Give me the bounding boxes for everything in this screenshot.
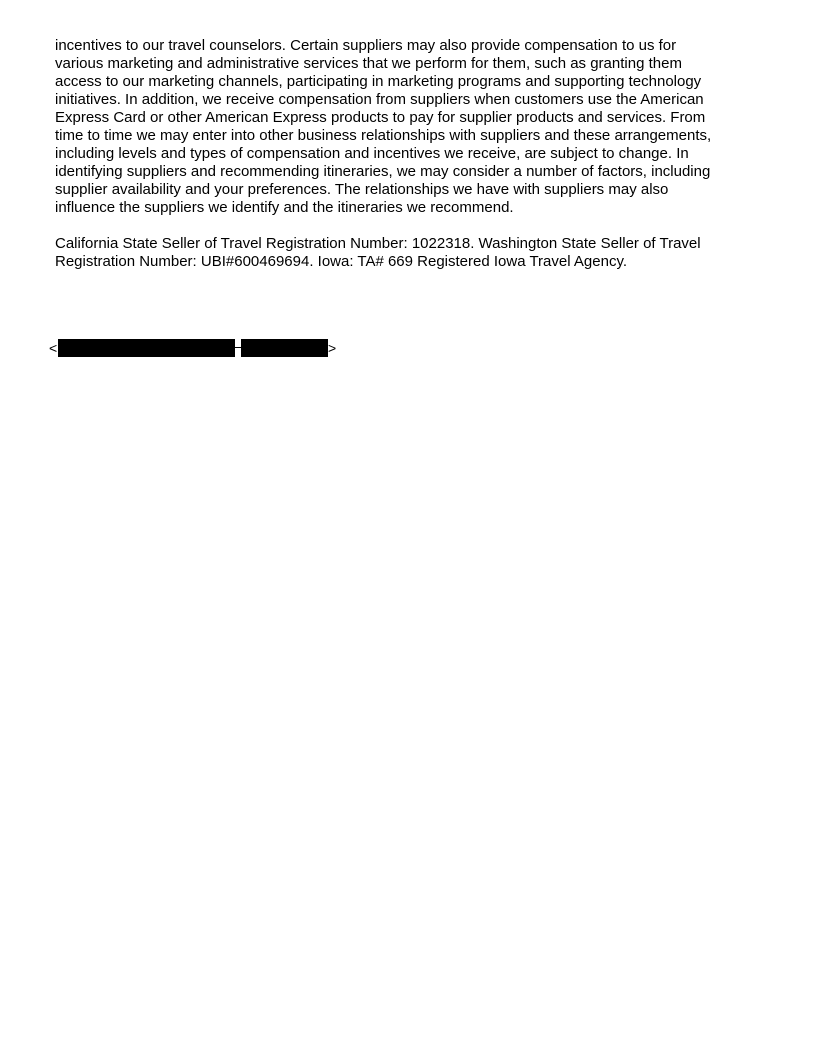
redacted-email-address <box>49 339 341 357</box>
paragraph-line: influence the suppliers we identify and the itineraries we recommend. <box>55 199 514 216</box>
paragraph-line: California State Seller of Travel Registration Number: 1022318. Washington State Seller of Travel <box>55 235 701 252</box>
compensation-disclosure-paragraph <box>55 37 711 217</box>
paragraph-line: initiatives. In addition, we receive compensation from suppliers when customers use the American <box>55 91 704 108</box>
paragraph-line: including levels and types of compensation and incentives we receive, are subject to change. In <box>55 145 689 162</box>
paragraph-line: identifying suppliers and recommending itineraries, we may consider a number of factors, including <box>55 163 711 180</box>
paragraph-line: incentives to our travel counselors. Certain suppliers may also provide compensation to us for <box>55 37 677 54</box>
paragraph-line: Registration Number: UBI#600469694. Iowa: TA# 669 Registered Iowa Travel Agency. <box>55 253 627 270</box>
paragraph-line: Express Card or other American Express products to pay for supplier products and services. From <box>55 109 706 126</box>
paragraph-line: access to our marketing channels, participating in marketing programs and supporting technology <box>55 73 702 90</box>
paragraph-line: time to time we may enter into other business relationships with suppliers and these arrangements, <box>55 127 712 144</box>
redaction-block <box>58 339 235 357</box>
right-angle-bracket: > <box>328 340 337 356</box>
paragraph-line: supplier availability and your preferences. The relationships we have with suppliers may also <box>55 181 669 198</box>
paragraph-line: various marketing and administrative services that we perform for them, such as granting them <box>55 55 682 72</box>
registration-numbers-paragraph <box>55 235 701 271</box>
redaction-block <box>241 339 328 357</box>
left-angle-bracket: < <box>49 340 58 356</box>
